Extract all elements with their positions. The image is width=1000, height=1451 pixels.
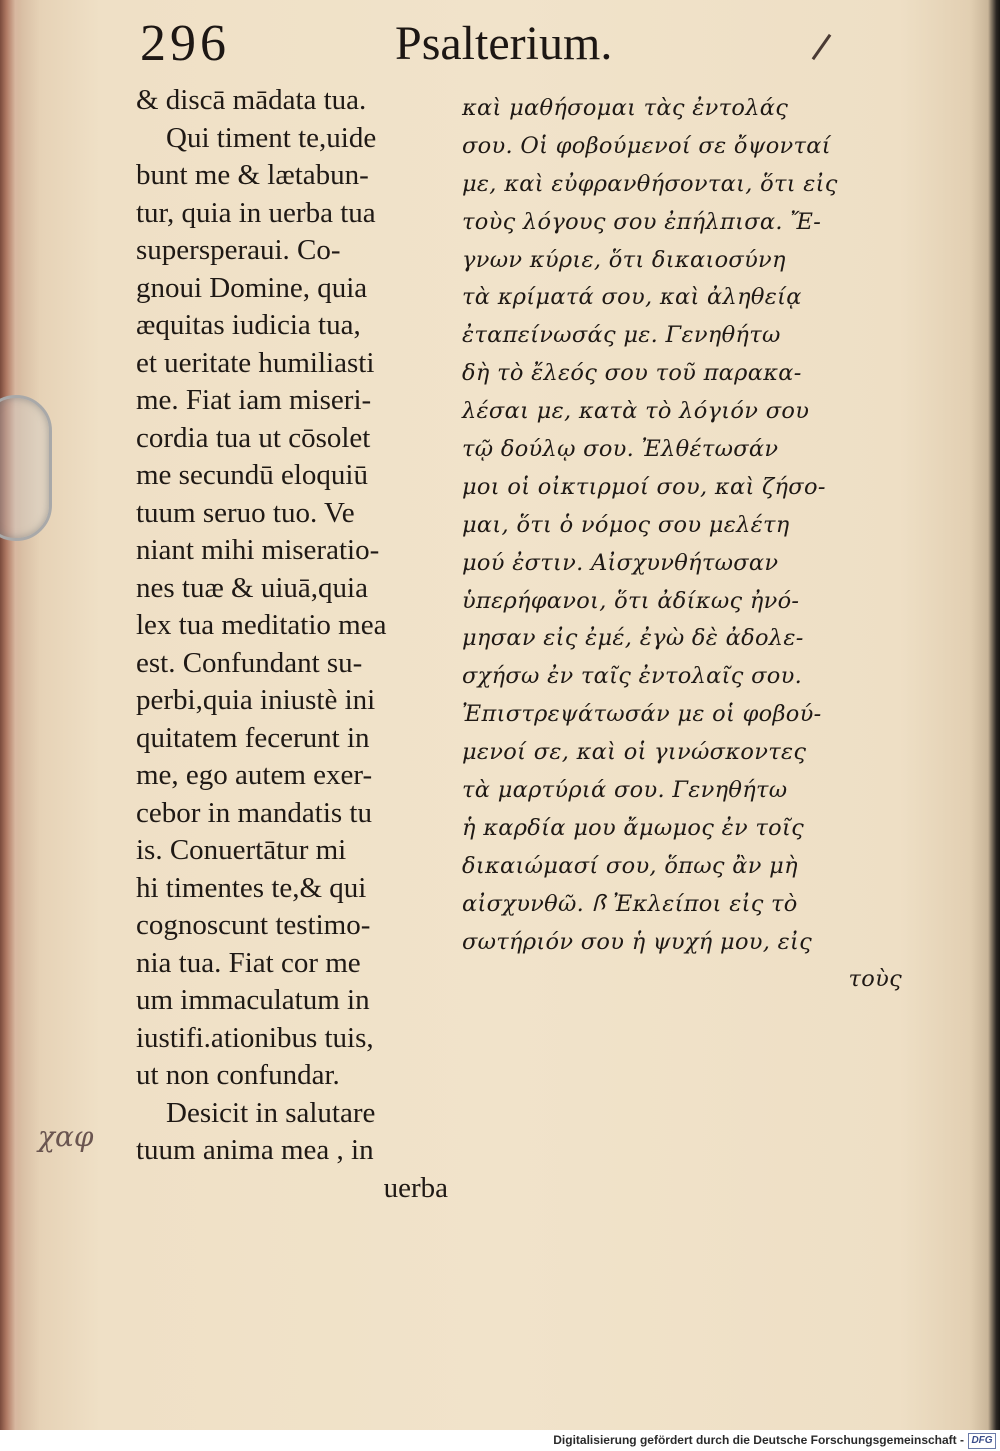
latin-text-line: perbi,quia iniustè ini [136, 684, 376, 716]
greek-text-column [462, 90, 902, 999]
latin-text-line: lex tua meditatio mea [136, 609, 387, 641]
dfg-logo: DFG [968, 1433, 996, 1449]
binding-edge [0, 0, 22, 1430]
latin-text-line: me. Fiat iam miseri- [136, 384, 372, 416]
running-title: Psalterium. [395, 17, 613, 70]
greek-text-line: τὰ μαρτύριά σου. Γενηθήτω [462, 777, 788, 804]
latin-text-line: uerba [383, 1171, 448, 1204]
latin-text-line: æquitas iudicia tua, [136, 309, 361, 341]
greek-text-line: μησαν εἰς ἐμέ, ἐγὼ δὲ ἀδολε- [462, 625, 804, 652]
greek-text-line: μαι, ὅτι ὁ νόμος σου μελέτη [462, 511, 790, 538]
latin-text-line: niant mihi miseratio- [136, 534, 380, 566]
latin-text-line: est. Confundant su- [136, 646, 363, 679]
latin-text-line: tuum anima mea , in [136, 1134, 374, 1166]
latin-text-line: & discā mādata tua. [136, 84, 367, 116]
latin-text-line: gnoui Domine, quia [136, 271, 368, 304]
latin-text-line: cordia tua ut cōsolet [136, 421, 371, 454]
page-number: 296 [140, 15, 230, 72]
greek-text-line: ἡ καρδία μου ἄμωμος ἐν τοῖς [462, 814, 805, 841]
greek-text-line: ἐταπείνωσάς με. Γενηθήτω [462, 322, 781, 349]
footer-bar [0, 1430, 1000, 1451]
greek-text-line: τοὺς [848, 966, 902, 993]
latin-text-line: et ueritate humiliasti [136, 346, 375, 379]
latin-text-line: ut non confundar. [136, 1059, 340, 1091]
greek-text-line: μενοί σε, καὶ οἱ γινώσκοντες [462, 739, 807, 766]
latin-text-line: um immaculatum in [136, 984, 370, 1016]
greek-text-line: λέσαι με, κατὰ τὸ λόγιόν σου [462, 398, 810, 425]
funding-credit: Digitalisierung gefördert durch die Deutsche Forschungsgemeinschaft - [553, 1433, 964, 1447]
latin-text-line: iustifi.ationibus tuis, [136, 1021, 374, 1054]
page-right-edge [988, 0, 1000, 1430]
book-clasp [0, 395, 52, 541]
greek-text-line: τὰ κρίματά σου, καὶ ἀληθείᾳ [462, 284, 802, 311]
greek-text-line: σου. Οἱ φοβούμενοί σε ὄψονταί [462, 132, 831, 159]
greek-text-line: τοὺς λόγους σου ἐπήλπισα. Ἔ- [462, 208, 822, 235]
greek-text-line: μού ἐστιν. Αἰσχυνθήτωσαν [462, 549, 779, 576]
greek-text-line: δὴ τὸ ἔλεός σου τοῦ παρακα- [462, 360, 802, 387]
pen-mark [812, 34, 832, 60]
latin-text-line: supersperaui. Co- [136, 234, 341, 266]
page-header [140, 14, 900, 84]
latin-text-line: nes tuæ & uiuā,quia [136, 571, 368, 604]
greek-text-line: καὶ μαθήσομαι τὰς ἐντολάς [462, 95, 789, 121]
greek-text-line: τῷ δούλῳ σου. Ἐλθέτωσάν [462, 436, 779, 463]
latin-text-line: is. Conuertātur mi [136, 834, 347, 866]
latin-text-line: bunt me & lætabun- [136, 159, 369, 191]
greek-text-line: ὑπερήφανοι, ὅτι ἀδίκως ἠνό- [462, 587, 800, 614]
greek-text-line: γνων κύριε, ὅτι δικαιοσύνη [462, 246, 786, 273]
latin-text-line: tur, quia in uerba tua [136, 196, 376, 229]
latin-text-line: tuum seruo tuo. Ve [136, 496, 355, 529]
latin-text-line: me secundū eloquiū [136, 459, 368, 491]
latin-text-line: cognoscunt testimo- [136, 909, 371, 941]
greek-text-line: Ἐπιστρεψάτωσάν με οἱ φοβού- [462, 701, 822, 728]
greek-text-line: σωτήριόν σου ἡ ψυχή μου, εἰς [462, 928, 813, 955]
greek-text-line: με, καὶ εὐφρανθήσονται, ὅτι εἰς [462, 170, 838, 197]
latin-text-column [136, 82, 448, 1207]
latin-text-line: quitatem fecerunt in [136, 721, 370, 754]
latin-text-line: me, ego autem exer- [136, 759, 373, 791]
greek-text-line: δικαιώμασί σου, ὅπως ἂν μὴ [462, 852, 798, 879]
greek-text-line: μοι οἱ οἰκτιρμοί σου, καὶ ζήσο- [462, 473, 826, 500]
greek-text-line: αἰσχυνθῶ. ꟗ Ἐκλείποι εἰς τὸ [462, 890, 798, 917]
latin-text-line: nia tua. Fiat cor me [136, 946, 361, 979]
latin-text-line: Qui timent te,uide [166, 121, 377, 154]
latin-text-line: hi timentes te,& qui [136, 871, 367, 904]
margin-annotation: χαφ [38, 1120, 94, 1153]
latin-text-line: cebor in mandatis tu [136, 796, 372, 829]
latin-text-line: Desicit in salutare [166, 1096, 376, 1129]
greek-text-line: σχήσω ἐν ταῖς ἐντολαῖς σου. [462, 663, 803, 690]
